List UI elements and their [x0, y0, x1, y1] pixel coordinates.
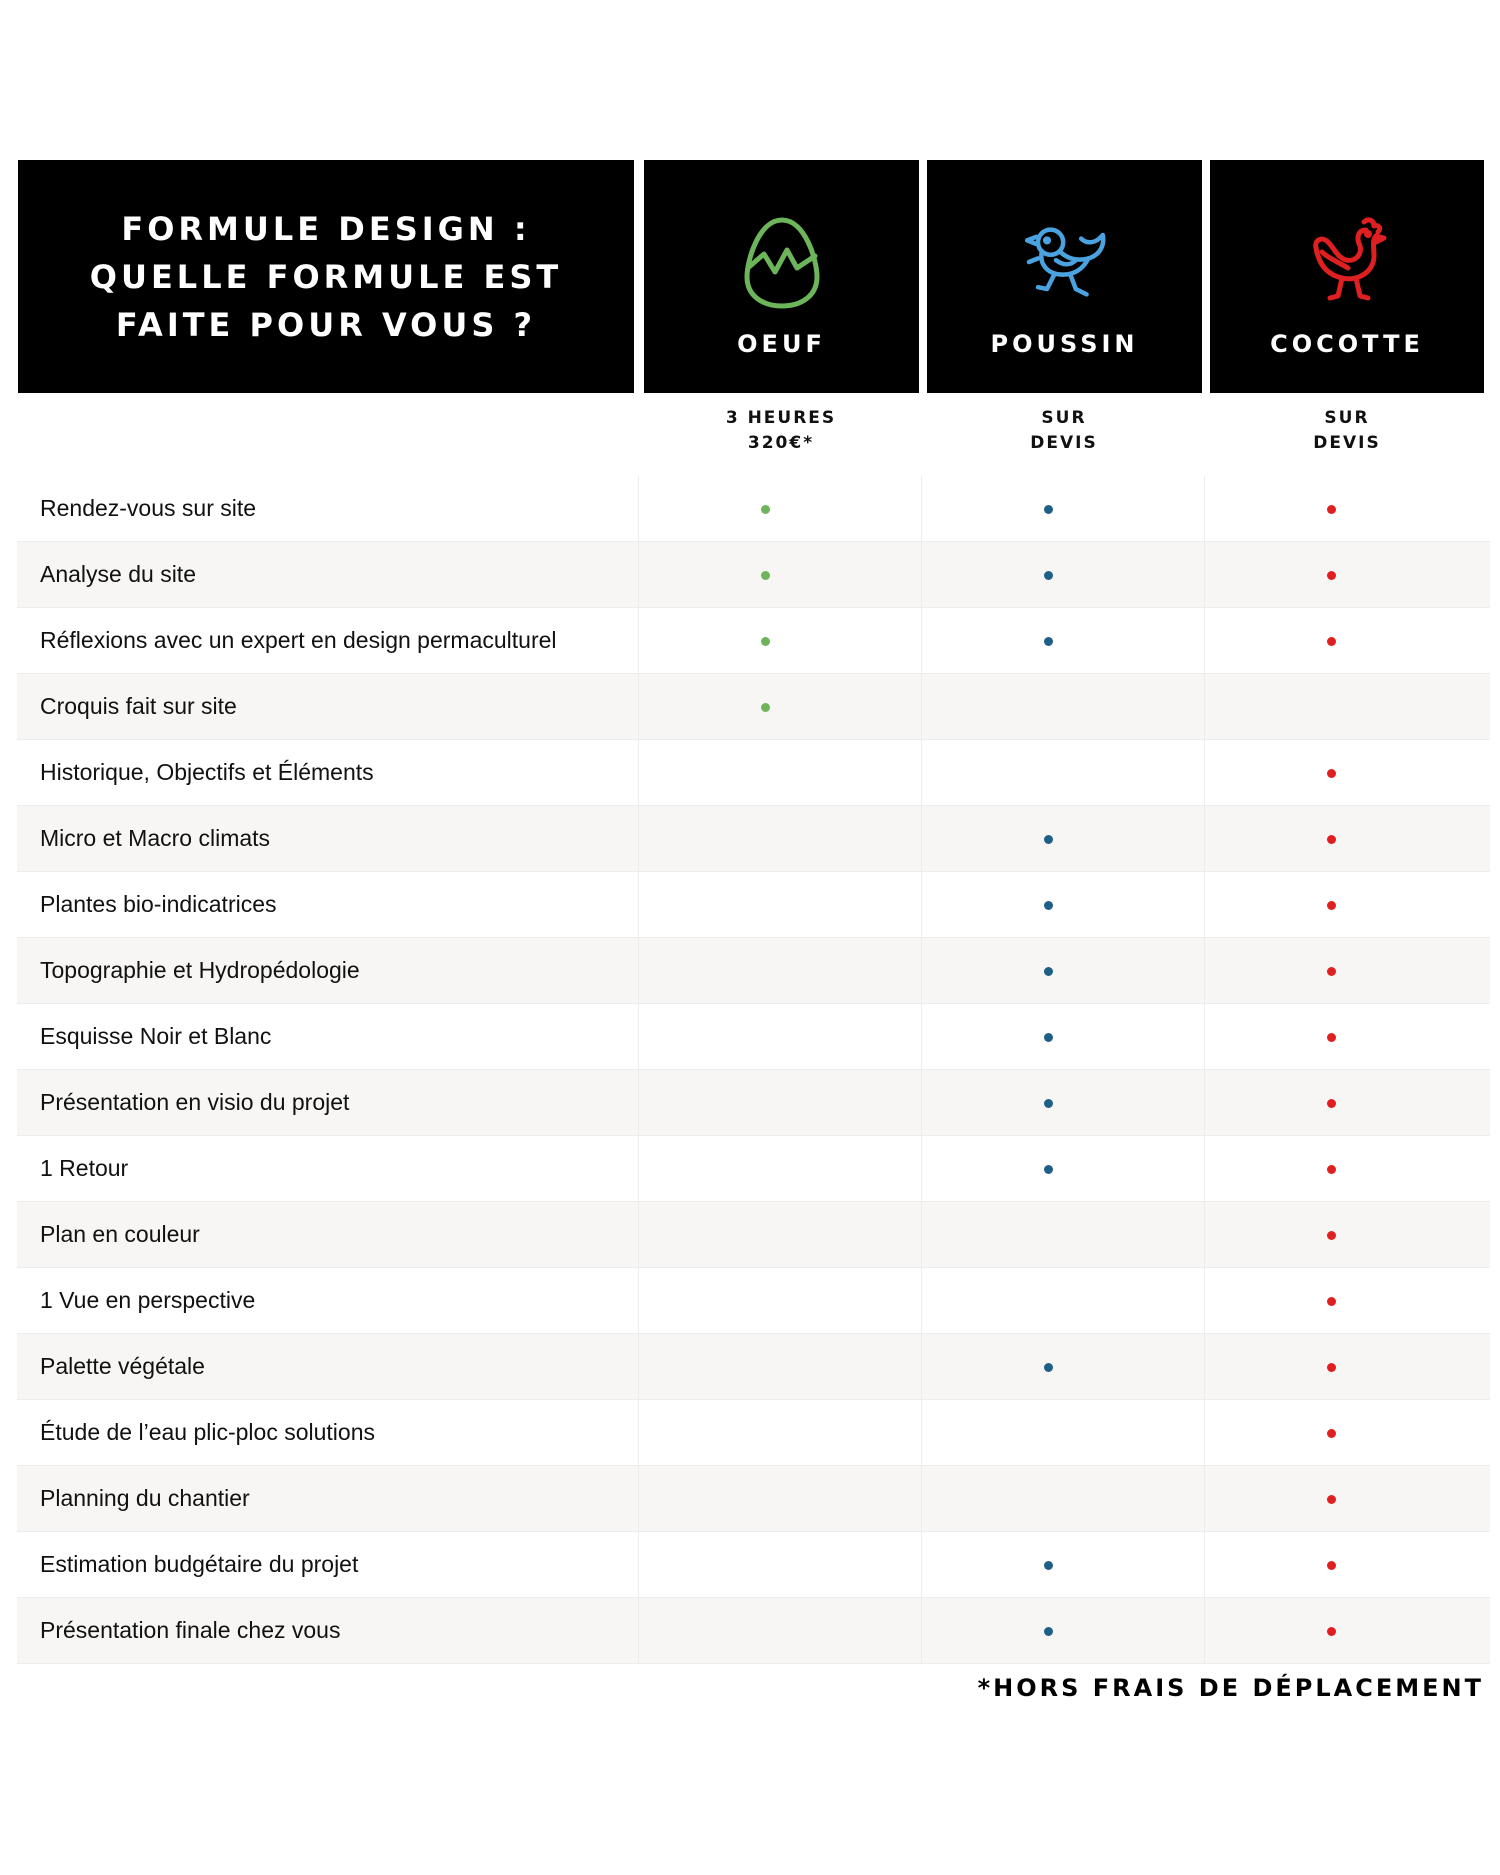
included-dot-cocotte — [1327, 505, 1336, 514]
feature-label: Esquisse Noir et Blanc — [40, 1023, 272, 1049]
feature-label: Présentation finale chez vous — [40, 1617, 341, 1643]
column-divider — [1204, 1136, 1205, 1201]
egg-icon — [737, 212, 827, 312]
plan-header-cocotte — [1210, 160, 1484, 393]
price-poussin-text: SUR DEVIS — [1030, 408, 1098, 453]
table-row — [17, 938, 1490, 1004]
included-dot-oeuf — [761, 637, 770, 646]
included-dot-cocotte — [1327, 571, 1336, 580]
feature-label: Historique, Objectifs et Éléments — [40, 759, 374, 785]
table-row — [17, 542, 1490, 608]
column-divider — [1204, 542, 1205, 607]
column-divider — [1204, 1532, 1205, 1597]
included-dot-poussin — [1044, 1627, 1053, 1636]
table-row — [17, 1334, 1490, 1400]
included-dot-cocotte — [1327, 769, 1336, 778]
column-divider — [638, 1598, 639, 1663]
included-dot-cocotte — [1327, 901, 1336, 910]
plan-name-oeuf: OEUF — [737, 330, 826, 358]
included-dot-poussin — [1044, 637, 1053, 646]
plan-header-poussin — [927, 160, 1202, 393]
feature-label: Réflexions avec un expert en design permaculturel — [40, 627, 557, 653]
column-divider — [638, 1004, 639, 1069]
column-divider — [638, 1202, 639, 1267]
table-row — [17, 1268, 1490, 1334]
included-dot-cocotte — [1327, 1363, 1336, 1372]
price-oeuf — [701, 406, 861, 456]
table-row — [17, 476, 1490, 542]
included-dot-cocotte — [1327, 1561, 1336, 1570]
column-divider — [921, 806, 922, 871]
table-row — [17, 806, 1490, 872]
column-divider — [638, 1400, 639, 1465]
feature-label: Micro et Macro climats — [40, 825, 271, 851]
column-divider — [921, 542, 922, 607]
included-dot-oeuf — [761, 505, 770, 514]
feature-label: Planning du chantier — [40, 1485, 250, 1511]
column-divider — [638, 806, 639, 871]
column-divider — [921, 476, 922, 541]
included-dot-poussin — [1044, 901, 1053, 910]
table-row — [17, 1466, 1490, 1532]
table-row — [17, 608, 1490, 674]
feature-label: Topographie et Hydropédologie — [40, 957, 360, 983]
column-divider — [921, 1070, 922, 1135]
chick-icon — [1020, 212, 1110, 312]
price-oeuf-text: 3 HEURES 320€* — [725, 408, 837, 453]
price-poussin — [984, 406, 1144, 456]
included-dot-poussin — [1044, 967, 1053, 976]
column-divider — [1204, 1202, 1205, 1267]
column-divider — [1204, 608, 1205, 673]
table-row — [17, 1400, 1490, 1466]
column-divider — [921, 1400, 922, 1465]
feature-label: Rendez-vous sur site — [40, 495, 257, 521]
hen-icon — [1302, 212, 1392, 312]
included-dot-poussin — [1044, 1363, 1053, 1372]
column-divider — [1204, 938, 1205, 1003]
column-divider — [638, 1334, 639, 1399]
column-divider — [921, 872, 922, 937]
column-divider — [1204, 1400, 1205, 1465]
included-dot-poussin — [1044, 1033, 1053, 1042]
included-dot-cocotte — [1327, 1297, 1336, 1306]
column-divider — [638, 1532, 639, 1597]
table-row — [17, 1598, 1490, 1664]
included-dot-cocotte — [1327, 1627, 1336, 1636]
feature-label: Présentation en visio du projet — [40, 1089, 350, 1115]
price-cocotte-text: SUR DEVIS — [1313, 408, 1381, 453]
features-table — [17, 476, 1490, 1664]
column-divider — [921, 1268, 922, 1333]
included-dot-cocotte — [1327, 1429, 1336, 1438]
column-divider — [1204, 1598, 1205, 1663]
table-row — [17, 1532, 1490, 1598]
feature-label: Plantes bio-indicatrices — [40, 891, 277, 917]
plan-name-poussin: POUSSIN — [990, 330, 1139, 358]
table-row — [17, 1070, 1490, 1136]
included-dot-poussin — [1044, 571, 1053, 580]
footnote: *HORS FRAIS DE DÉPLACEMENT — [977, 1674, 1484, 1702]
table-row — [17, 1202, 1490, 1268]
column-divider — [1204, 1466, 1205, 1531]
column-divider — [1204, 806, 1205, 871]
column-divider — [921, 1136, 922, 1201]
price-cocotte — [1267, 406, 1427, 456]
included-dot-oeuf — [761, 703, 770, 712]
included-dot-poussin — [1044, 835, 1053, 844]
included-dot-cocotte — [1327, 637, 1336, 646]
table-row — [17, 674, 1490, 740]
included-dot-cocotte — [1327, 835, 1336, 844]
column-divider — [1204, 1334, 1205, 1399]
column-divider — [921, 608, 922, 673]
plan-name-cocotte: COCOTTE — [1270, 330, 1424, 358]
feature-label: 1 Vue en perspective — [40, 1287, 256, 1313]
column-divider — [921, 1202, 922, 1267]
column-divider — [921, 674, 922, 739]
table-row — [17, 1004, 1490, 1070]
feature-label: Analyse du site — [40, 561, 196, 587]
column-divider — [638, 542, 639, 607]
column-divider — [1204, 1070, 1205, 1135]
column-divider — [638, 938, 639, 1003]
feature-label: Plan en couleur — [40, 1221, 200, 1247]
included-dot-oeuf — [761, 571, 770, 580]
feature-label: Estimation budgétaire du projet — [40, 1551, 359, 1577]
column-divider — [1204, 674, 1205, 739]
column-divider — [638, 1070, 639, 1135]
column-divider — [921, 1598, 922, 1663]
column-divider — [638, 740, 639, 805]
table-row — [17, 1136, 1490, 1202]
column-divider — [1204, 476, 1205, 541]
included-dot-poussin — [1044, 505, 1053, 514]
column-divider — [638, 476, 639, 541]
column-divider — [1204, 1004, 1205, 1069]
included-dot-cocotte — [1327, 1231, 1336, 1240]
page-title: FORMULE DESIGN : QUELLE FORMULE EST FAITE POUR VOUS ? — [89, 209, 563, 344]
included-dot-poussin — [1044, 1099, 1053, 1108]
column-divider — [921, 1532, 922, 1597]
column-divider — [638, 1268, 639, 1333]
header-title-panel — [18, 160, 634, 393]
feature-label: Palette végétale — [40, 1353, 205, 1379]
column-divider — [638, 608, 639, 673]
column-divider — [921, 938, 922, 1003]
column-divider — [921, 740, 922, 805]
column-divider — [1204, 1268, 1205, 1333]
plan-header-oeuf — [644, 160, 919, 393]
included-dot-cocotte — [1327, 967, 1336, 976]
column-divider — [638, 1136, 639, 1201]
included-dot-cocotte — [1327, 1033, 1336, 1042]
column-divider — [638, 1466, 639, 1531]
column-divider — [638, 674, 639, 739]
feature-label: Étude de l’eau plic-ploc solutions — [40, 1419, 375, 1445]
column-divider — [1204, 740, 1205, 805]
feature-label: 1 Retour — [40, 1155, 129, 1181]
column-divider — [921, 1334, 922, 1399]
included-dot-cocotte — [1327, 1495, 1336, 1504]
included-dot-poussin — [1044, 1561, 1053, 1570]
table-row — [17, 872, 1490, 938]
included-dot-cocotte — [1327, 1165, 1336, 1174]
feature-label: Croquis fait sur site — [40, 693, 237, 719]
column-divider — [921, 1004, 922, 1069]
column-divider — [638, 872, 639, 937]
column-divider — [1204, 872, 1205, 937]
table-row — [17, 740, 1490, 806]
included-dot-cocotte — [1327, 1099, 1336, 1108]
included-dot-poussin — [1044, 1165, 1053, 1174]
column-divider — [921, 1466, 922, 1531]
